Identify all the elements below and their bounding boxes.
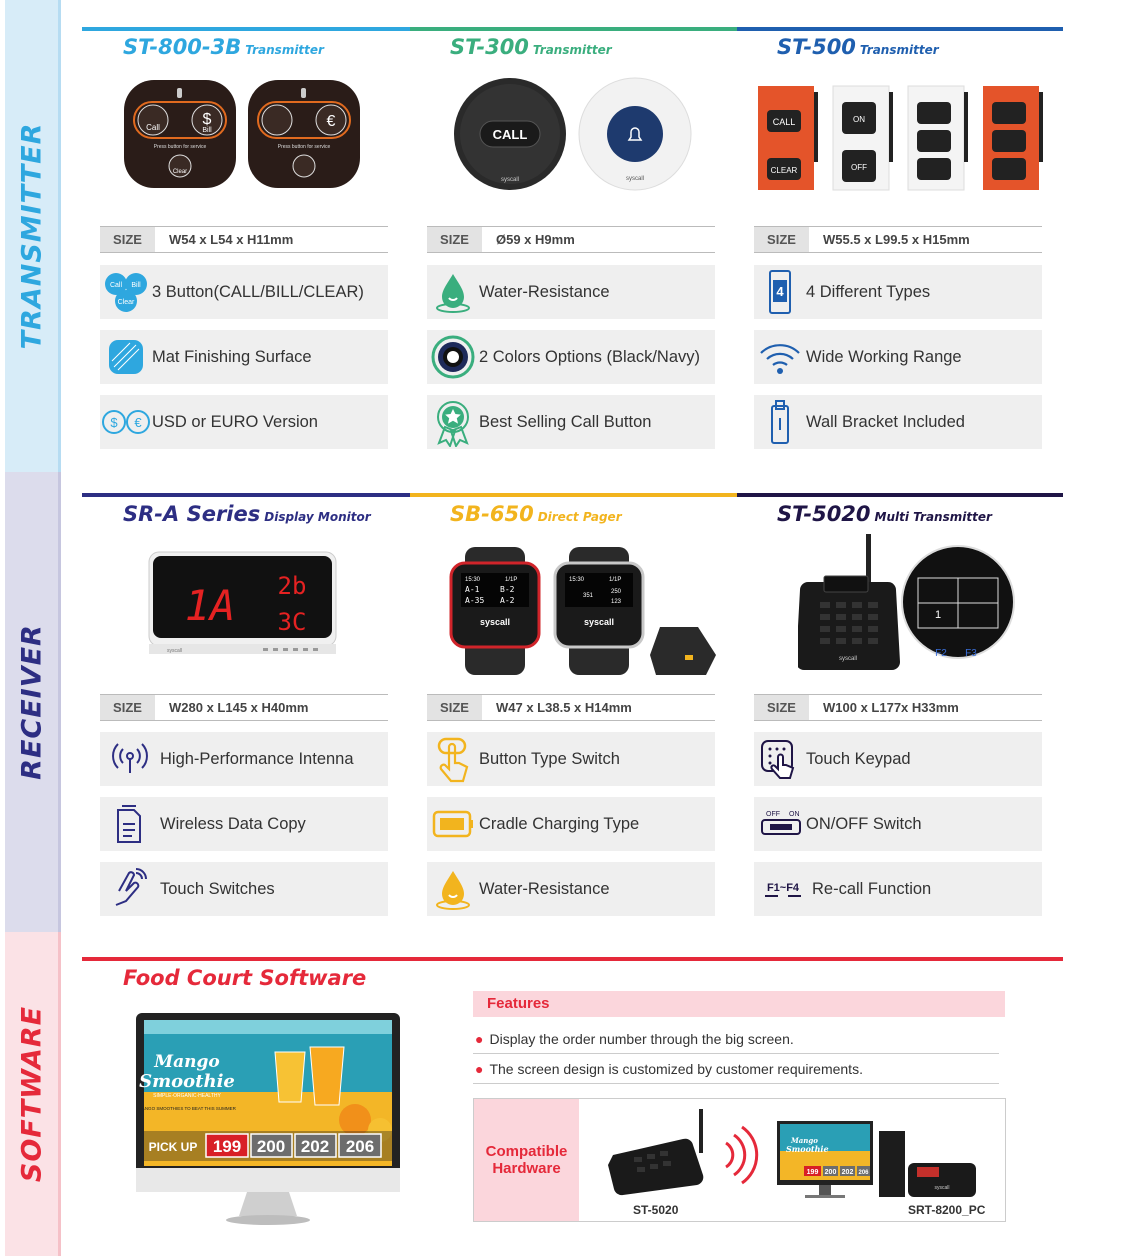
st5020-header-line: [737, 493, 1063, 497]
svg-text:250: 250: [611, 589, 622, 595]
antenna-icon: [100, 732, 160, 786]
svg-text:SIMPLE·ORGANIC·HEALTHY: SIMPLE·ORGANIC·HEALTHY: [153, 1093, 221, 1099]
svg-text:1: 1: [934, 609, 942, 621]
features-heading: Features: [473, 991, 1005, 1017]
svg-text:CALL: CALL: [492, 127, 528, 142]
svg-text:199: 199: [212, 1137, 242, 1156]
st800-feature-1: Call Bill Clear 3 Button(CALL/BILL/CLEAR): [100, 265, 388, 319]
svg-text:syscall: syscall: [583, 617, 615, 627]
svg-text:200: 200: [824, 1169, 837, 1176]
svg-text:syscall: syscall: [838, 656, 858, 662]
svg-text:Bill: Bill: [131, 282, 141, 289]
wifi-range-icon: [754, 330, 806, 384]
call-bill-clear-icon: [100, 265, 152, 319]
st500-product-image: [755, 80, 1045, 192]
sra-title: SR-A Series Display Monitor: [123, 502, 371, 526]
svg-text:PICK UP: PICK UP: [148, 1140, 198, 1154]
sra-header-line: [82, 493, 410, 497]
st300-product-image: [450, 76, 695, 192]
hardware-caption-st5020: ST-5020: [633, 1203, 679, 1217]
st5020-feature-1: Touch Keypad: [754, 732, 1042, 786]
sra-product-image: [145, 548, 340, 660]
svg-text:15:30: 15:30: [465, 577, 481, 583]
svg-text:Smoothie: Smoothie: [786, 1144, 829, 1154]
svg-text:€: €: [134, 415, 142, 430]
bullet-icon: ●: [475, 1030, 484, 1047]
svg-text:351: 351: [583, 593, 594, 599]
st5020-title: ST-5020 Multi Transmitter: [777, 502, 992, 526]
svg-text:OFF: OFF: [851, 163, 867, 172]
svg-text:$: $: [110, 415, 118, 430]
sb650-size: SIZE W47 x L38.5 x H14mm: [427, 694, 715, 721]
st800-title: ST-800-3B Transmitter: [123, 35, 324, 59]
svg-text:Clear: Clear: [172, 169, 188, 175]
st300-header-line: [410, 27, 737, 31]
st500-size: SIZE W55.5 x L99.5 x H15mm: [754, 226, 1042, 253]
svg-text:syscall: syscall: [479, 617, 511, 627]
wall-bracket-icon: [754, 395, 806, 449]
svg-text:Call: Call: [109, 282, 123, 289]
svg-text:Press button for service: Press button for service: [153, 144, 207, 150]
svg-text:Bill: Bill: [202, 127, 212, 134]
water-drop-icon: [427, 862, 479, 916]
recall-f1-f4-icon: [754, 862, 812, 916]
st500-title: ST-500 Transmitter: [777, 35, 939, 59]
svg-text:206: 206: [858, 1170, 869, 1176]
sb650-feature-2: Cradle Charging Type: [427, 797, 715, 851]
svg-text:Call: Call: [146, 123, 160, 132]
st5020-feature-2: OFF ON ON/OFF Switch: [754, 797, 1042, 851]
svg-text:CLEAR: CLEAR: [770, 166, 798, 175]
sb650-title: SB-650 Direct Pager: [450, 502, 622, 526]
mat-surface-icon: [100, 330, 152, 384]
svg-text:3C: 3C: [277, 608, 307, 636]
st300-size: SIZE Ø59 x H9mm: [427, 226, 715, 253]
svg-text:€: €: [326, 113, 336, 130]
svg-text:F2: F2: [935, 648, 947, 659]
button-press-icon: [427, 732, 479, 786]
svg-text:$: $: [202, 111, 212, 128]
sb650-feature-1: Button Type Switch: [427, 732, 715, 786]
svg-text:Mango: Mango: [154, 1052, 220, 1072]
software-header-line: [82, 957, 1063, 961]
svg-text:ON: ON: [853, 115, 865, 124]
st800-feature-3: $ € USD or EURO Version: [100, 395, 388, 449]
on-off-switch-icon: [754, 797, 806, 851]
color-ring-icon: [427, 330, 479, 384]
svg-text:A-2: A-2: [500, 596, 515, 605]
st500-feature-1: 4 4 Different Types: [754, 265, 1042, 319]
hardware-caption-srt8200: SRT-8200_PC: [908, 1203, 986, 1217]
st500-header-line: [737, 27, 1063, 31]
st800-size: SIZE W54 x L54 x H11mm: [100, 226, 388, 253]
st300-feature-3: Best Selling Call Button: [427, 395, 715, 449]
cradle-charging-icon: [427, 797, 479, 851]
st300-feature-2: 2 Colors Options (Black/Navy): [427, 330, 715, 384]
touch-hand-icon: [100, 862, 160, 916]
food-court-monitor-image: [135, 1012, 401, 1226]
st5020-feature-3: F1~F4 Re-call Function: [754, 862, 1042, 916]
water-drop-icon: [427, 265, 479, 319]
compatible-hardware-image: [599, 1105, 999, 1205]
svg-text:F3: F3: [965, 648, 977, 659]
svg-text:199: 199: [806, 1169, 819, 1176]
svg-text:B-2: B-2: [500, 585, 515, 594]
sb650-feature-3: Water-Resistance: [427, 862, 715, 916]
svg-text:202: 202: [841, 1169, 854, 1176]
st800-feature-2: Mat Finishing Surface: [100, 330, 388, 384]
award-badge-icon: [427, 395, 479, 449]
svg-text:syscall: syscall: [625, 176, 645, 182]
svg-text:Smoothie: Smoothie: [139, 1071, 235, 1092]
sra-size: SIZE W280 x L145 x H40mm: [100, 694, 388, 721]
svg-text:syscall: syscall: [167, 648, 183, 654]
copy-document-icon: [100, 797, 160, 851]
svg-text:MANGO SMOOTHIES TO BEAT THIS S: MANGO SMOOTHIES TO BEAT THIS SUMMER: [138, 1106, 236, 1111]
st5020-product-image: [798, 532, 1018, 677]
st800-header-line: [82, 27, 410, 31]
svg-text:OFF: OFF: [766, 811, 780, 818]
remote-4-icon: [754, 265, 806, 319]
svg-text:Clear: Clear: [117, 299, 135, 306]
compatible-hardware-label: Compatible Hardware: [474, 1099, 579, 1221]
svg-text:202: 202: [300, 1137, 330, 1156]
feature-line-1: ● Display the order number through the big screen.: [473, 1024, 999, 1054]
st800-product-image: [120, 76, 360, 192]
svg-text:Mango: Mango: [791, 1136, 818, 1145]
sra-feature-2: Wireless Data Copy: [100, 797, 388, 851]
svg-text:CALL: CALL: [772, 117, 796, 127]
svg-text:200: 200: [256, 1137, 286, 1156]
feature-line-2: ● The screen design is customized by customer requirements.: [473, 1054, 999, 1084]
svg-text:206: 206: [345, 1137, 375, 1156]
svg-text:F1~F4: F1~F4: [766, 882, 800, 894]
sb650-product-image: [445, 545, 720, 680]
svg-text:A-35: A-35: [465, 596, 485, 605]
svg-text:4: 4: [776, 284, 784, 299]
st500-feature-3: Wall Bracket Included: [754, 395, 1042, 449]
svg-text:syscall: syscall: [934, 1185, 950, 1191]
svg-text:Press button for service: Press button for service: [277, 144, 331, 150]
st500-feature-2: Wide Working Range: [754, 330, 1042, 384]
receiver-band: [5, 472, 61, 932]
svg-text:A-1: A-1: [465, 585, 480, 594]
svg-text:2b: 2b: [277, 572, 307, 600]
svg-text:syscall: syscall: [500, 177, 520, 183]
software-band-label: SOFTWARE: [16, 1005, 47, 1183]
sra-feature-1: High-Performance Intenna: [100, 732, 388, 786]
receiver-band-label: RECEIVER: [16, 624, 47, 780]
bullet-icon: ●: [475, 1060, 484, 1077]
st300-feature-1: Water-Resistance: [427, 265, 715, 319]
transmitter-band-label: TRANSMITTER: [16, 122, 47, 350]
svg-text:1/1P: 1/1P: [609, 577, 622, 583]
svg-text:123: 123: [611, 599, 622, 605]
currency-icon: [100, 395, 152, 449]
svg-text:15:30: 15:30: [569, 577, 585, 583]
svg-text:1/1P: 1/1P: [505, 577, 518, 583]
transmitter-band: [5, 0, 61, 472]
st300-title: ST-300 Transmitter: [450, 35, 612, 59]
touch-keypad-icon: [754, 732, 806, 786]
compatible-hardware-box: [473, 1098, 1006, 1222]
svg-text:ON: ON: [789, 811, 800, 818]
st5020-size: SIZE W100 x L177x H33mm: [754, 694, 1042, 721]
software-band: [5, 932, 61, 1256]
svg-text:1A: 1A: [184, 581, 236, 630]
sra-feature-3: Touch Switches: [100, 862, 388, 916]
software-title: Food Court Software: [123, 966, 367, 990]
sb650-header-line: [410, 493, 737, 497]
